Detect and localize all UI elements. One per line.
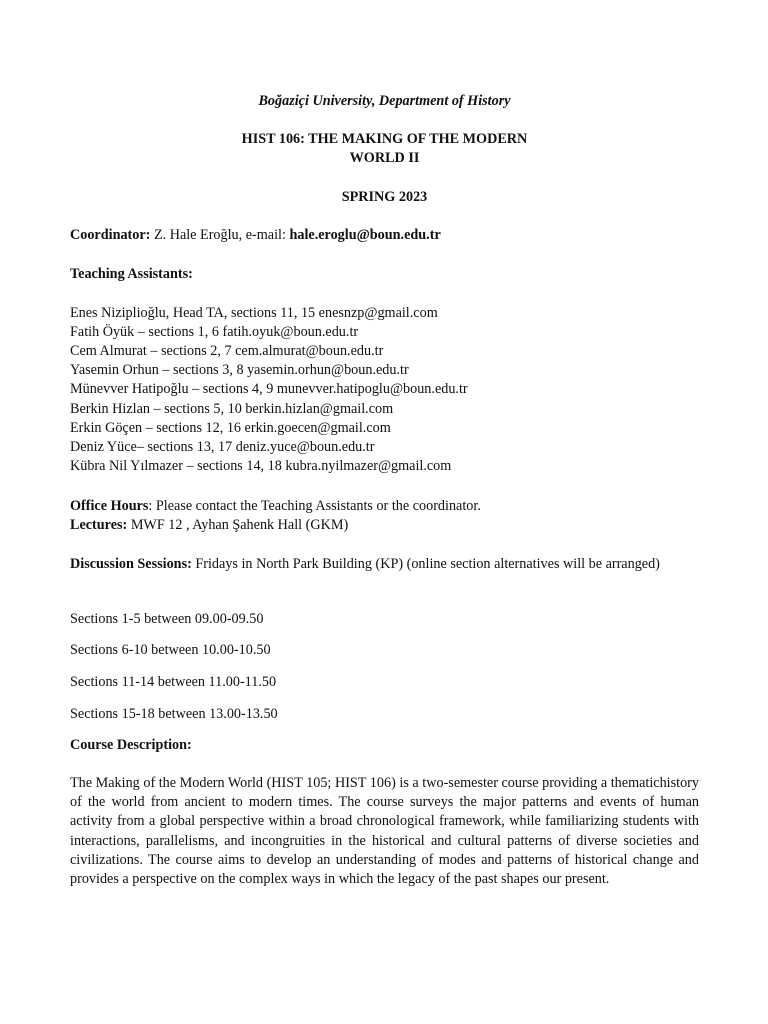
ta-list-item: Cem Almurat – sections 2, 7 cem.almurat@boun.edu.tr: [70, 343, 384, 359]
ta-list-item: Kübra Nil Yılmazer – sections 14, 18 kubra.nyilmazer@gmail.com: [70, 458, 452, 474]
course-title-line-2: WORLD II: [349, 150, 420, 166]
lectures-text: MWF 12 , Ayhan Şahenk Hall (GKM): [127, 517, 349, 533]
section-time-item: Sections 6-10 between 10.00-10.50: [70, 642, 271, 658]
syllabus-page: [70, 0, 699, 1024]
discussion-sessions-paragraph: [70, 555, 699, 574]
office-hours-text: : Please contact the Teaching Assistants or the coordinator.: [148, 498, 481, 514]
office-hours-label: Office Hours: [70, 498, 149, 514]
section-time-item: Sections 15-18 between 13.00-13.50: [70, 706, 278, 722]
lectures-label: Lectures:: [70, 517, 128, 533]
ta-list-item: Erkin Göçen – sections 12, 16 erkin.goecen@gmail.com: [70, 420, 391, 436]
teaching-assistants-heading: Teaching Assistants:: [70, 266, 193, 282]
section-time-item: Sections 1-5 between 09.00-09.50: [70, 611, 264, 627]
coordinator-line: [70, 226, 699, 245]
ta-list-item: Münevver Hatipoğlu – sections 4, 9 munevver.hatipoglu@boun.edu.tr: [70, 381, 468, 397]
coordinator-email: hale.eroglu@boun.edu.tr: [289, 227, 441, 243]
coordinator-label: Coordinator:: [70, 227, 151, 243]
ta-list-item: Enes Niziplioğlu, Head TA, sections 11, 15 enesnzp@gmail.com: [70, 305, 438, 321]
lectures-line: [70, 516, 699, 535]
discussion-sessions-label: Discussion Sessions:: [70, 556, 192, 572]
ta-list-item: Berkin Hizlan – sections 5, 10 berkin.hizlan@gmail.com: [70, 401, 394, 417]
section-time-item: Sections 11-14 between 11.00-11.50: [70, 674, 277, 690]
discussion-sessions-text: Fridays in North Park Building (KP) (online section alternatives will be arranged): [191, 556, 660, 572]
institution-title: Boğaziçi University, Department of History: [258, 93, 511, 109]
ta-list-item: Fatih Öyük – sections 1, 6 fatih.oyuk@boun.edu.tr: [70, 324, 359, 340]
coordinator-name: Z. Hale Eroğlu, e-mail:: [150, 227, 290, 243]
ta-list-item: Yasemin Orhun – sections 3, 8 yasemin.orhun@boun.edu.tr: [70, 362, 409, 378]
course-title-line-1: HIST 106: THE MAKING OF THE MODERN: [241, 131, 528, 147]
office-hours-line: [70, 497, 699, 516]
term-heading: SPRING 2023: [341, 189, 428, 205]
ta-list-item: Deniz Yüce– sections 13, 17 deniz.yuce@boun.edu.tr: [70, 439, 375, 455]
course-description-heading: Course Description:: [70, 737, 192, 753]
course-description-body: The Making of the Modern World (HIST 105; HIST 106) is a two-semester course providing a thematichistory of the world from ancient to modern times. The course surveys the major patterns and events of human activity from a global perspective within a broad chronological framework, while familiarizing students with interactions, parallelisms, and incongruities in the historical and cultural patterns of diverse societies and civilizations. The course aims to develop an understanding of modes and patterns of historical change and provides a perspective on the complex ways in which the legacy of the past shapes our present.: [70, 775, 699, 888]
